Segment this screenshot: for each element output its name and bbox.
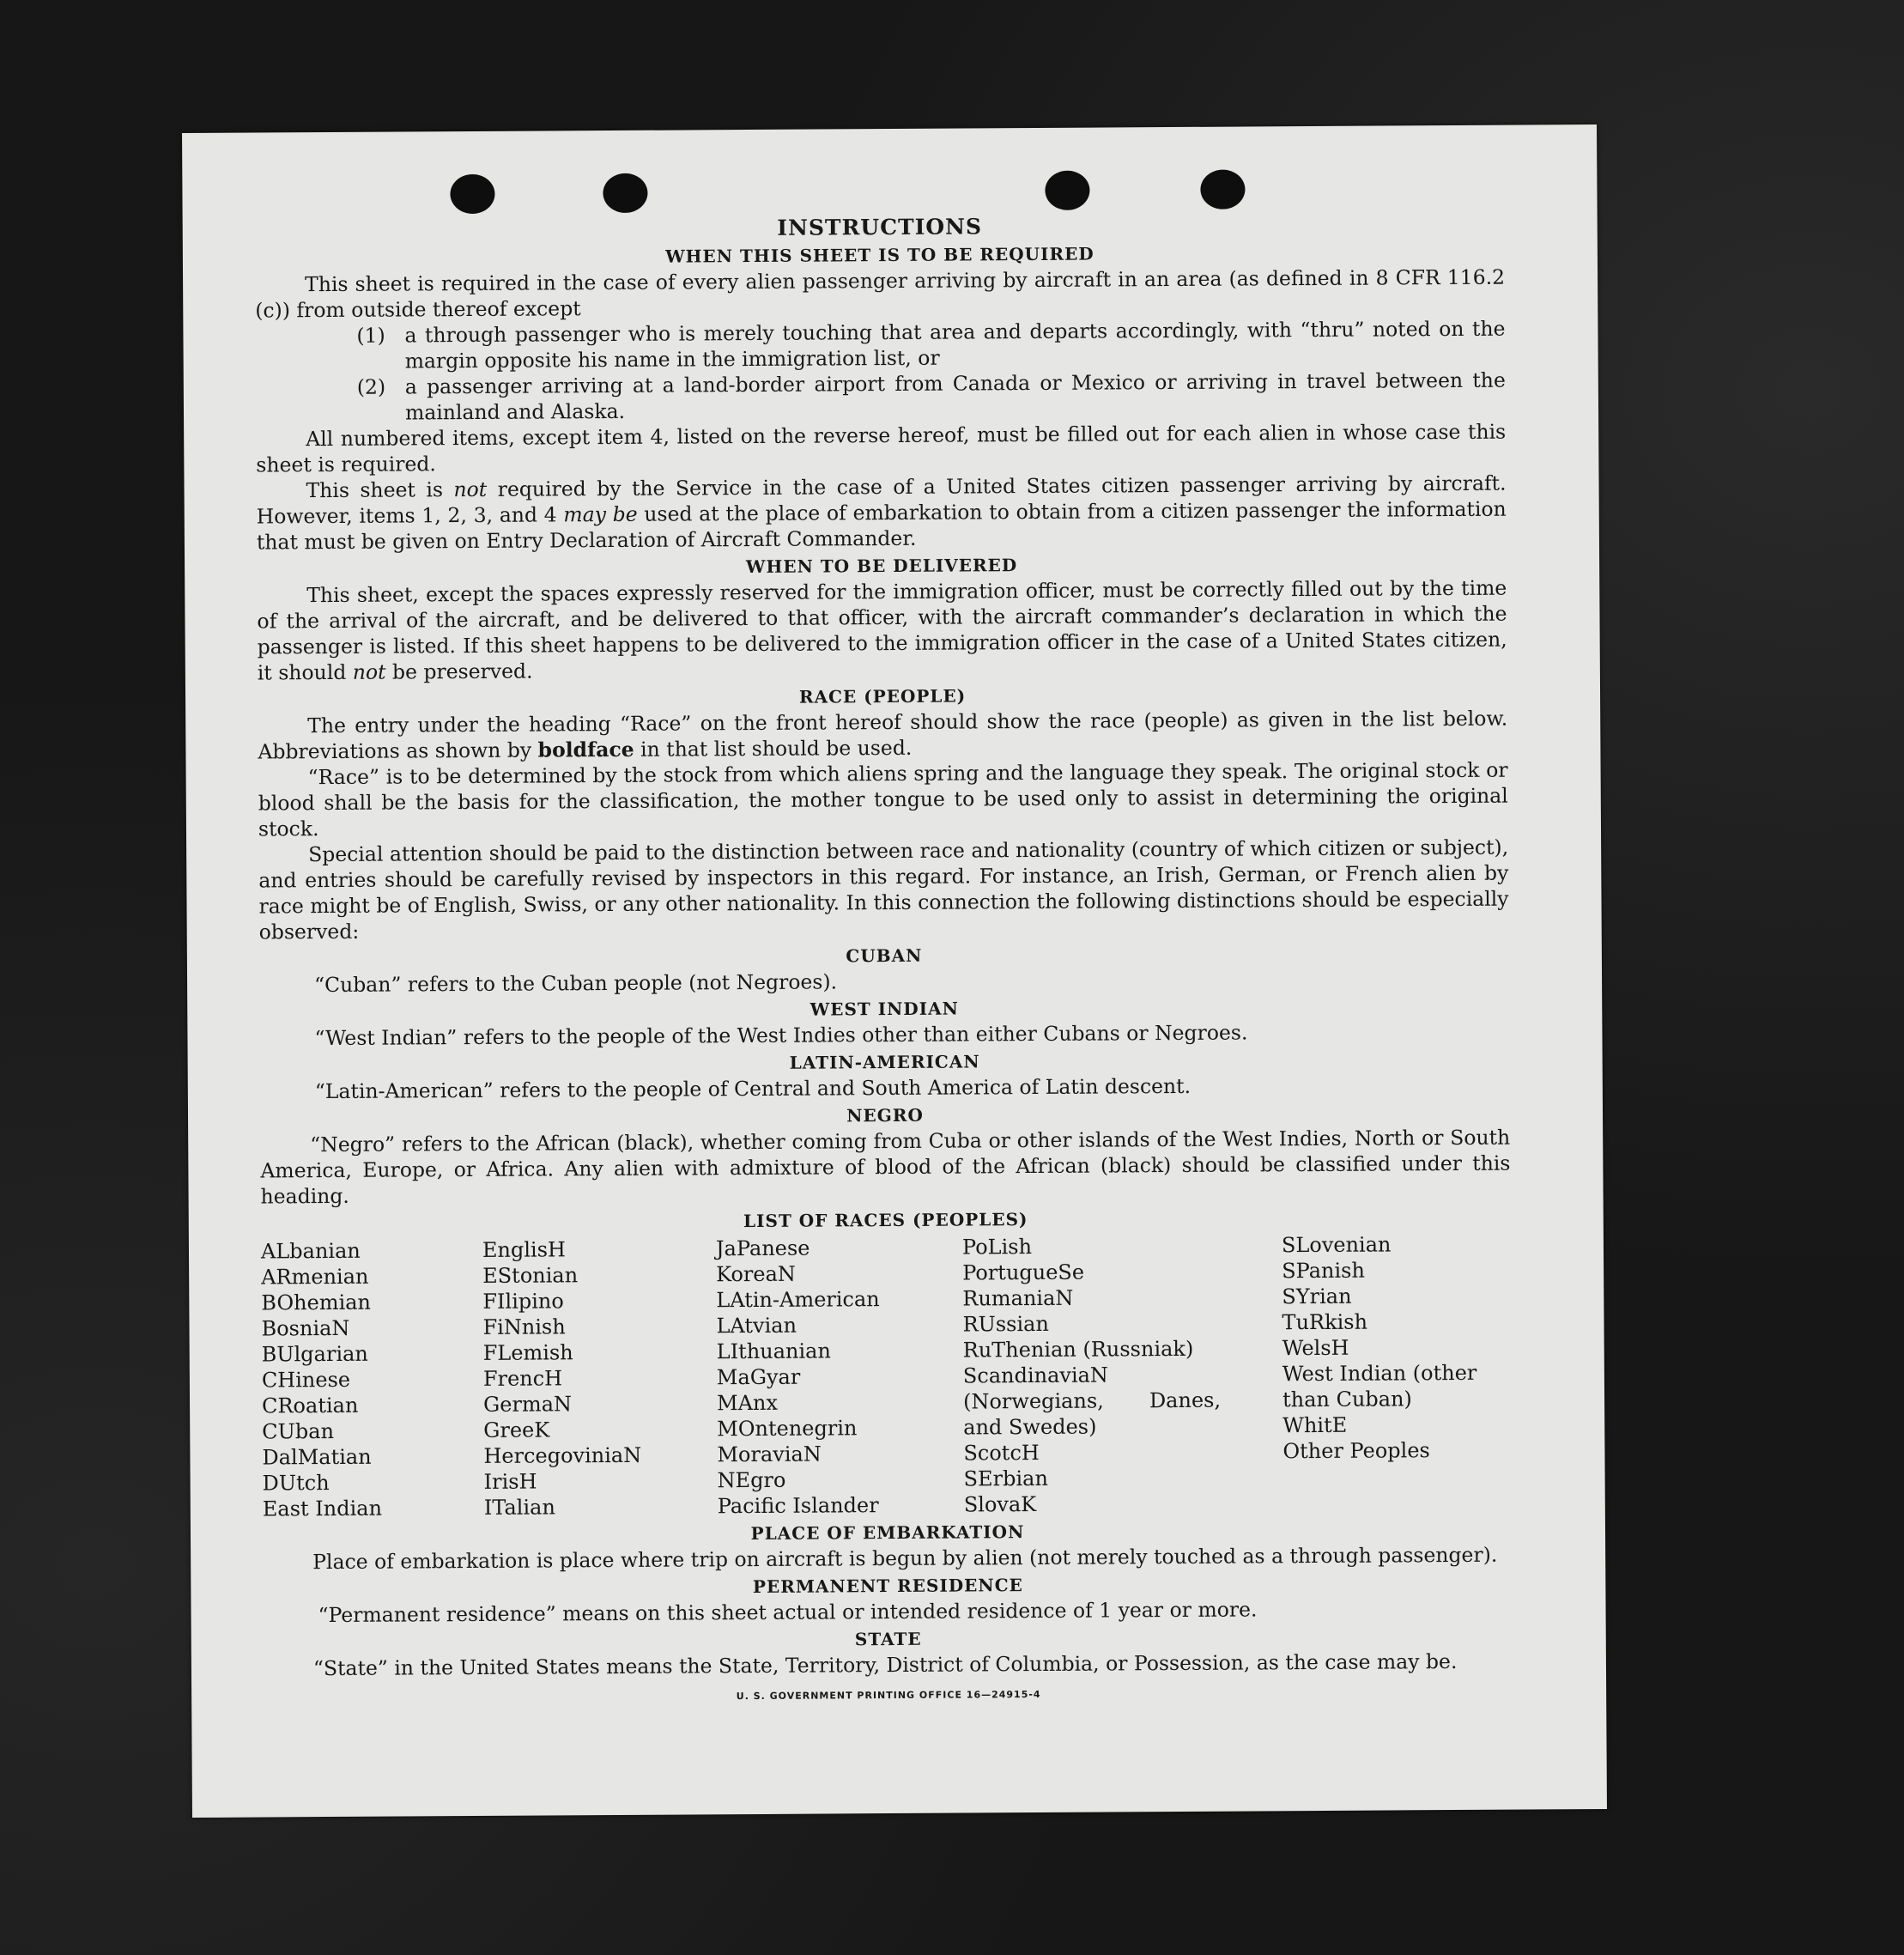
heading-negro: NEGRO [846,1104,924,1126]
race-item: MOntenegrin [717,1416,858,1442]
paragraph: This sheet, except the spaces expressly reserved for the immigration officer, must be correctly filled out by the time of the arrival of the aircraft, and be delivered to that officer, with the aircraft commander’s declaration in which the passenger is listed. If this sheet happens to be delivered to the immigration officer in the case of a United States citizen, it should not be preserved. [257,575,1507,685]
document-page [182,124,1607,1818]
punch-hole [1045,171,1089,210]
race-item: HercegoviniaN [483,1442,642,1468]
race-item: Other Peoples [1282,1438,1430,1464]
list-number: (1) [356,323,385,348]
race-item: BUlgarian [261,1341,368,1367]
race-item: MoraviaN [717,1442,822,1467]
race-item: ScotcH [963,1440,1040,1466]
race-item: BosniaN [261,1315,350,1341]
race-item: EStonian [482,1263,579,1288]
race-column [1282,1231,1513,1516]
race-item: LIthuanian [716,1339,831,1364]
heading-embarkation: PLACE OF EMBARKATION [750,1521,1025,1545]
heading-west-indian: WEST INDIAN [810,998,959,1020]
race-item: SlovaK [963,1492,1037,1517]
heading-when-required: WHEN THIS SHEET IS TO BE REQUIRED [665,243,1094,267]
paragraph: Place of embarkation is place where trip on aircraft is begun by alien (not merely touched as a through passenger). [312,1542,1498,1575]
race-item: ITalian [483,1495,555,1520]
definition: “Cuban” refers to the Cuban people (not Negroes). [314,969,838,998]
race-item: FrencH [482,1366,563,1391]
definition: “Latin-American” refers to the people of Central and South America of Latin descent. [314,1073,1192,1104]
race-item: IrisH [483,1469,537,1494]
race-item: ARmenian [261,1264,369,1290]
heading-list-of-races: LIST OF RACES (PEOPLES) [743,1209,1028,1232]
list-text: a through passenger who is merely touching that area and departs accordingly, with “thru” noted on the margin opposite his name in the immigration list, or [404,316,1506,373]
race-item: TuRkish [1282,1309,1368,1335]
punch-hole [450,174,494,214]
punch-hole [1200,169,1245,209]
race-item: LAtvian [716,1313,797,1339]
race-item: West Indian (other than Cuban) [1282,1360,1477,1412]
race-item: RumaniaN [962,1285,1074,1311]
printer-imprint: U. S. GOVERNMENT PRINTING OFFICE 16—24915-4 [736,1688,1041,1703]
heading-race: RACE (PEOPLE) [798,685,967,707]
race-item: CUban [262,1418,335,1444]
race-item: East Indian [262,1496,383,1521]
race-item: MAnx [716,1390,779,1416]
instructions-content [255,211,1514,1713]
race-item: GreeK [483,1418,550,1442]
race-column [482,1236,718,1521]
race-item: MaGyar [716,1364,801,1390]
paragraph: “State” in the United States means the State, Territory, District of Columbia, or Possession, as the case may be. [312,1649,1458,1681]
paragraph: All numbered items, except item 4, listed on the reverse hereof, must be filled out for each alien in whose case this sheet is required. [256,419,1507,477]
definition: “West Indian” refers to the people of the West Indies other than either Cubans or Negroes. [314,1020,1248,1051]
race-item: FLemish [482,1340,573,1365]
paragraph: The entry under the heading “Race” on the front hereof should show the race (people) as given in the list below. Abbreviations as shown by boldface in that list should be used. [258,706,1508,764]
paragraph: This sheet is not required by the Service in the case of a United States citizen passenger arriving by aircraft. However, items 1, 2, 3, and 4 may be used at the place of embarkation to obtain from a citizen passenger the information that must be given on Entry Declaration of Aircraft Commander. [256,471,1507,555]
race-item: CHinese [261,1367,351,1393]
race-column [716,1235,964,1520]
race-column [962,1232,1283,1517]
heading-latin-american: LATIN-AMERICAN [789,1051,980,1073]
race-item: RUssian [962,1311,1049,1337]
race-item: GermaN [482,1392,573,1417]
punch-hole [603,173,647,213]
race-item: PortugueSe [962,1260,1085,1285]
race-item: SPanish [1282,1258,1365,1284]
page-title: INSTRUCTIONS [777,214,983,240]
race-item: CRoatian [261,1393,359,1418]
race-item: SLovenian [1281,1232,1392,1258]
paragraph: “Permanent residence” means on this sheet actual or intended residence of 1 year or more. [318,1597,1258,1628]
race-item: BOhemian [261,1290,372,1315]
race-item: SYrian [1282,1284,1352,1309]
heading-when-delivered: WHEN TO BE DELIVERED [745,555,1018,578]
list-number: (2) [356,374,386,399]
race-item: SErbian [963,1466,1048,1491]
heading-state: STATE [854,1628,922,1650]
race-item: NEgro [717,1467,786,1493]
race-item: DUtch [262,1471,330,1496]
race-item: FiNnish [482,1314,566,1339]
list-item [356,316,1505,374]
race-list [261,1231,1513,1522]
heading-residence: PERMANENT RESIDENCE [752,1575,1023,1598]
race-item: RuThenian (Russniak) [962,1336,1194,1363]
race-item: DalMatian [262,1444,372,1470]
race-item: KoreaN [716,1261,796,1287]
race-item: JaPanese [715,1236,810,1261]
race-item: WelsH [1282,1335,1349,1361]
list-text: a passenger arriving at a land-border airport from Canada or Mexico or arriving in travel between the mainland and Alaska. [404,367,1506,425]
definition: “Negro” refers to the African (black), whether coming from Cuba or other islands of the West Indies, North or South America, Europe, or Africa. Any alien with admixture of blood of the African (black) should be classified under this heading. [260,1125,1511,1209]
race-item: LAtin-American [716,1287,880,1313]
race-item: WhitE [1282,1412,1348,1438]
race-item: ALbanian [260,1238,361,1264]
heading-cuban: CUBAN [846,944,923,967]
race-item: EnglisH [482,1237,566,1262]
race-item: FIlipino [482,1289,564,1314]
race-column [261,1237,484,1522]
race-item: ScandinaviaN (Norwegians, Danes, and Swedes) [962,1363,1222,1440]
race-item: PoLish [961,1235,1033,1260]
paragraph: Special attention should be paid to the distinction between race and nationality (country of which citizen or subject), and entries should be carefully revised by inspectors in this regard. For instance, an Irish, German, or French alien by race might be of English, Swiss, or any other nationality. In this connection the following distinctions should be especially observed: [258,835,1509,944]
paragraph: “Race” is to be determined by the stock from which aliens spring and the language they speak. The original stock or blood shall be the basis for the classification, the mother tongue to be used only to assist in determining the original stock. [258,757,1508,841]
race-item: Pacific Islander [717,1493,879,1519]
paragraph: This sheet is required in the case of every alien passenger arriving by aircraft in an area (as defined in 8 CFR 116.2 (c)) from outside thereof except [255,264,1506,323]
list-item [357,367,1506,426]
